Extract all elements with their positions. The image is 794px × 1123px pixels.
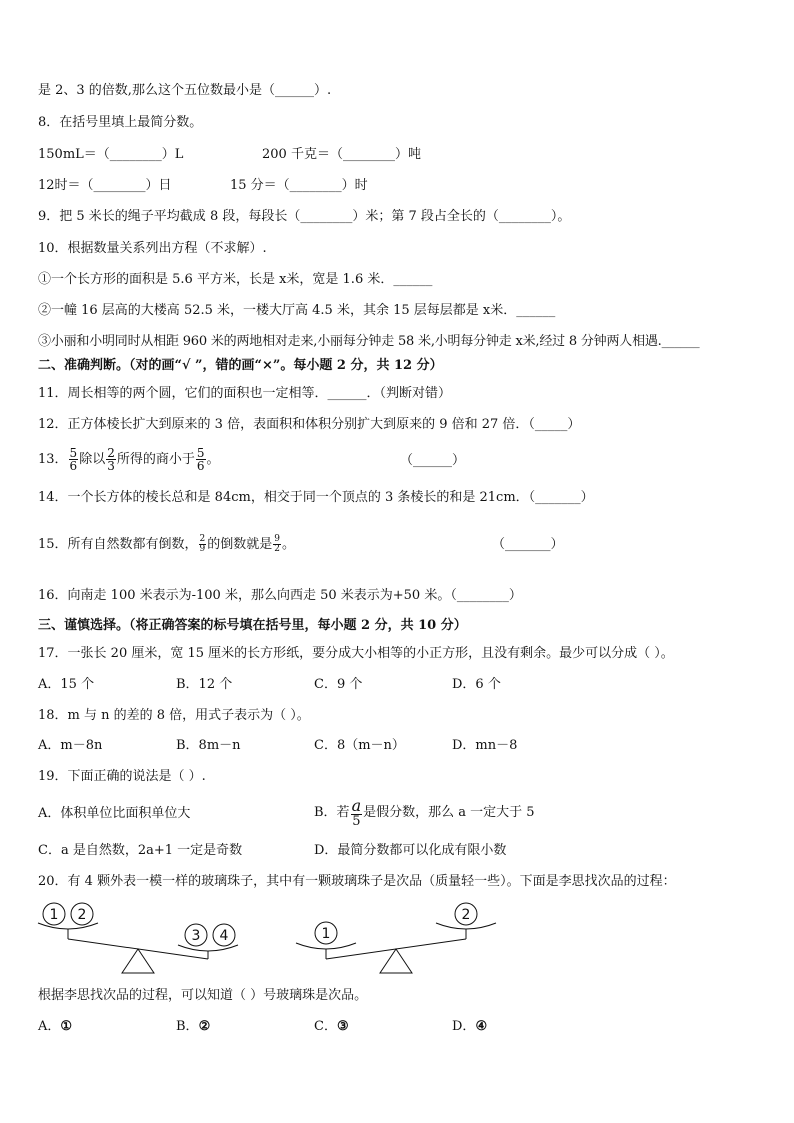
q11: 11．周长相等的两个圆，它们的面积也一定相等．______．（判断对错） (38, 386, 452, 401)
q8-item-d: 15 分＝（________）时 (230, 178, 368, 193)
q8-item-b: 200 千克＝（________）吨 (262, 147, 421, 162)
left-pan (38, 923, 98, 929)
denominator: 6 (196, 459, 205, 473)
q17-option-a[interactable]: A．15 个 (38, 677, 95, 692)
q8-item-a: 150mL＝（________）L (38, 147, 184, 162)
q13-fraction-1 (69, 447, 79, 472)
right-pan (436, 923, 496, 929)
q17-option-d[interactable]: D．6 个 (452, 677, 501, 692)
option-letter: C． (314, 1019, 337, 1034)
q20-option-b[interactable] (176, 1018, 210, 1036)
q19-b-text-1: B．若 (314, 805, 350, 820)
q13-answer-blank[interactable]: （______） (400, 453, 466, 468)
numerator: a (351, 795, 362, 815)
q12: 12．正方体棱长扩大到原来的 3 倍，表面积和体积分别扩大到原来的 9 倍和 27 倍．（_____） (38, 417, 581, 432)
q8-stem: 8．在括号里填上最简分数。 (38, 115, 203, 130)
q15-answer-blank[interactable]: （_______） (492, 537, 564, 552)
q15-fraction-2 (273, 535, 281, 554)
q13-fraction-2 (106, 447, 116, 472)
q10-stem: 10．根据数量关系列出方程（不求解）. (38, 241, 267, 256)
q17-option-c[interactable]: C．9 个 (314, 677, 363, 692)
q9: 9．把 5 米长的绳子平均截成 8 段，每段长（________）米；第 7 段占全长的（________）。 (38, 209, 571, 224)
denominator: 9 (199, 544, 206, 554)
q18: 18．m 与 n 的差的 8 倍，用式子表示为（ ）。 (38, 708, 310, 723)
q18-option-a[interactable]: A．m－8n (38, 738, 103, 753)
q13-text-3: 。 (206, 452, 220, 467)
fulcrum (380, 949, 412, 973)
q13-text-2: 所得的商小于 (116, 452, 195, 467)
option-value: ④ (475, 1019, 488, 1034)
right-pan (178, 945, 238, 951)
q10-item-1: ①一个长方形的面积是 5.6 平方米，长是 x米，宽是 1.6 米．______ (38, 272, 433, 287)
numerator: 9 (274, 534, 281, 544)
q19: 19．下面正确的说法是（ ）. (38, 769, 206, 784)
ball-2-label: 2 (461, 907, 471, 923)
q13-text-1: 除以 (79, 452, 106, 467)
ball-1-label: 1 (49, 907, 59, 923)
option-letter: D． (452, 1019, 476, 1034)
option-value: ③ (336, 1019, 349, 1034)
numerator: 5 (196, 446, 205, 460)
q20-question: 根据李思找次品的过程，可以知道（ ）号玻璃珠是次品。 (38, 988, 368, 1003)
balance-scales-figure (30, 895, 530, 975)
q10-item-2: ②一幢 16 层高的大楼高 52.5 米，一楼大厅高 4.5 米，其余 15 层每层都是 x米．______ (38, 303, 556, 318)
q15-text-1: 15．所有自然数都有倒数， (38, 537, 198, 552)
q16: 16．向南走 100 米表示为-100 米，那么向西走 50 米表示为+50 米。（________） (38, 588, 522, 603)
q18-option-b[interactable]: B．8m－n (176, 738, 241, 753)
q15-fraction-1 (199, 535, 207, 554)
ball-3-label: 3 (191, 928, 201, 944)
option-letter: B． (176, 1019, 199, 1034)
q13-fraction-3 (196, 447, 206, 472)
q15-text-3: 。 (282, 537, 296, 552)
numerator: 5 (69, 446, 78, 460)
q15 (38, 532, 295, 558)
q19-option-b[interactable] (314, 796, 535, 830)
q19-b-fraction (351, 795, 363, 829)
q20-option-c[interactable] (314, 1018, 349, 1036)
option-letter: A． (38, 1019, 61, 1034)
section-3-heading: 三、谨慎选择。（将正确答案的标号填在括号里，每小题 2 分，共 10 分） (38, 618, 467, 633)
numerator: 2 (199, 534, 206, 544)
q18-option-d[interactable]: D．mn－8 (452, 738, 518, 753)
q13 (38, 446, 220, 474)
q19-option-a[interactable]: A．体积单位比面积单位大 (38, 806, 191, 821)
q14: 14．一个长方体的棱长总和是 84cm，相交于同一个顶点的 3 条棱长的和是 21cm．（_______） (38, 490, 594, 505)
q10-item-3: ③小丽和小明同时从相距 960 米的两地相对走来,小丽每分钟走 58 米,小明每分钟走 x米,经过 8 分钟两人相遇.______ (38, 334, 700, 349)
denominator: 5 (352, 813, 361, 829)
q8-item-c: 12时＝（________）日 (38, 178, 172, 193)
numerator: 2 (107, 446, 115, 460)
ball-2-label: 2 (77, 907, 87, 923)
q17-option-b[interactable]: B．12 个 (176, 677, 233, 692)
option-value: ① (60, 1019, 73, 1034)
q20-option-d[interactable] (452, 1018, 487, 1036)
q20: 20．有 4 颗外表一模一样的玻璃珠子，其中有一颗玻璃珠子是次品（质量轻一些）。下面是李思找次品的过程： (38, 874, 676, 889)
fulcrum (122, 949, 154, 973)
denominator: 3 (107, 459, 115, 473)
q19-b-text-2: 是假分数，那么 a 一定大于 5 (363, 805, 535, 820)
q19-option-c[interactable]: C．a 是自然数，2a+1 一定是奇数 (38, 843, 243, 858)
denominator: 6 (69, 459, 78, 473)
ball-1-label: 1 (321, 926, 331, 942)
option-value: ② (198, 1019, 211, 1034)
q20-option-a[interactable] (38, 1018, 72, 1036)
q19-option-d[interactable]: D．最简分数都可以化成有限小数 (314, 843, 507, 858)
q18-option-c[interactable]: C．8（m－n） (314, 738, 405, 753)
q7-tail: 是 2、3 的倍数,那么这个五位数最小是（______）. (38, 83, 332, 98)
q15-text-2: 的倒数就是 (207, 537, 273, 552)
ball-4-label: 4 (219, 928, 229, 944)
denominator: 2 (274, 544, 281, 554)
q17: 17．一张长 20 厘米，宽 15 厘米的长方形纸，要分成大小相等的小正方形，且没有剩余。最少可以分成（ ）。 (38, 646, 674, 661)
section-2-heading: 二、准确判断。（对的画“√ ”，错的画“×”。每小题 2 分，共 12 分） (38, 358, 443, 373)
q13-number: 13． (38, 452, 68, 467)
balance-scale-1 (38, 903, 238, 973)
